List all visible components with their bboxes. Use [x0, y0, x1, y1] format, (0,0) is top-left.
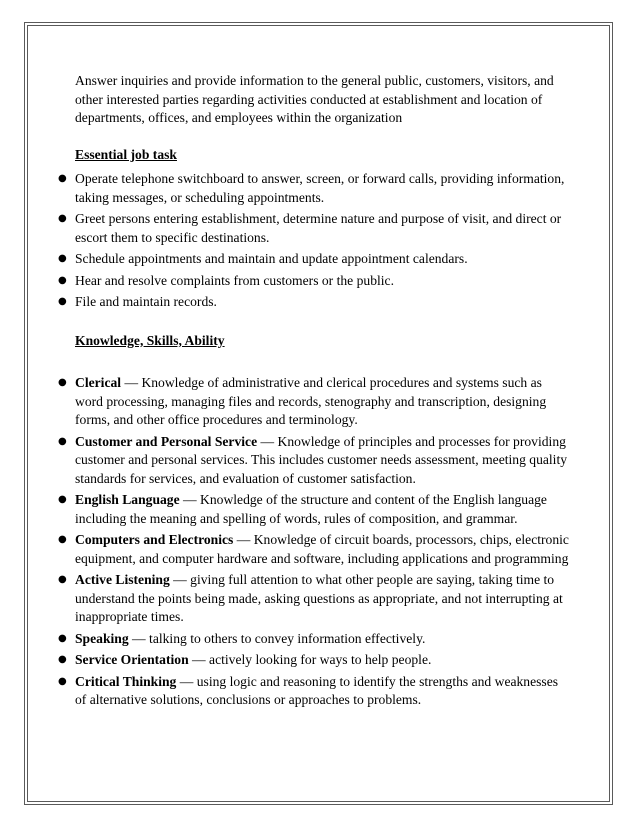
bullet-icon: ●: [58, 253, 67, 264]
bullet-icon: ●: [58, 435, 67, 447]
essential-task-list: [58, 170, 570, 312]
skill-term: Computers and Electronics: [75, 532, 234, 547]
bullet-icon: ●: [58, 632, 67, 644]
bullet-icon: ●: [58, 213, 67, 224]
list-item: ● File and maintain records.: [75, 293, 570, 312]
list-item: [58, 531, 570, 568]
skill-description: — talking to others to convey information effectively.: [128, 630, 426, 646]
list-item: ● Operate telephone switchboard to answer, screen, or forward calls, providing information, taking messages, or scheduling appointments.: [58, 171, 565, 205]
skill-term: Customer and Personal Service: [75, 433, 258, 449]
bullet-icon: ●: [58, 675, 67, 687]
list-item: ● Schedule appointments and maintain and update appointment calendars.: [75, 250, 570, 269]
list-item: [58, 651, 570, 670]
skill-description: — Knowledge of circuit boards, processors, chips, electronic equipment, and computer hardware and software, including applications and programming: [75, 532, 569, 566]
skill-description: — using logic and reasoning to identify the strengths and weaknesses of alternative solutions, conclusions or approaches to problems.: [75, 673, 559, 707]
bullet-icon: ●: [58, 274, 67, 286]
list-item: [58, 374, 570, 430]
list-item: [58, 673, 570, 710]
list-item: [58, 491, 570, 528]
skill-description: — giving full attention to what other people are saying, taking time to understand the points being made, asking questions as appropriate, and not interrupting at inappropriate times.: [75, 572, 563, 624]
list-item: ● Greet persons entering establishment, determine nature and purpose of visit, and direct or escort them to specific destinations.: [58, 211, 562, 245]
list-item: [58, 433, 570, 489]
list-item: ● Hear and resolve complaints from customers or the public.: [75, 272, 570, 291]
document-body: [58, 72, 570, 713]
bullet-icon: ●: [58, 654, 67, 665]
bullet-icon: ●: [58, 574, 67, 585]
skill-term: Active Listening: [75, 572, 170, 587]
skills-list: [58, 374, 570, 710]
list-item: [58, 630, 570, 649]
skill-description: — Knowledge of the structure and content of the English language including the meaning and spelling of words, rules of composition, and grammar.: [75, 492, 547, 526]
skill-description: — actively looking for ways to help people.: [188, 652, 432, 667]
bullet-icon: ●: [58, 494, 67, 505]
intro-paragraph: Answer inquiries and provide information to the general public, customers, visitors, and other interested parties regarding activities conducted at establishment and location of departments, offices, and employees within the organization: [75, 73, 554, 125]
bullet-icon: ●: [58, 173, 67, 184]
skill-term: Speaking: [75, 630, 129, 646]
skill-description: — Knowledge of principles and processes for providing customer and personal services. This includes customer needs assessment, meeting quality standards for services, and evaluation of customer satisfaction.: [75, 433, 568, 486]
bullet-icon: ●: [58, 296, 67, 307]
skill-term: Service Orientation: [75, 652, 189, 667]
skill-term: English Language: [75, 492, 180, 507]
list-item: [58, 571, 570, 627]
skill-description: — Knowledge of administrative and clerical procedures and systems such as word processing, managing files and records, stenography and transcription, designing forms, and other office procedures and terminology.: [75, 375, 547, 427]
knowledge-skills-ability-heading: Knowledge, Skills, Ability: [75, 332, 225, 348]
essential-job-task-heading: Essential job task: [75, 146, 177, 162]
skill-term: Critical Thinking: [75, 673, 177, 689]
skill-term: Clerical: [75, 375, 122, 390]
bullet-icon: ●: [58, 534, 67, 545]
bullet-icon: ●: [58, 377, 67, 388]
